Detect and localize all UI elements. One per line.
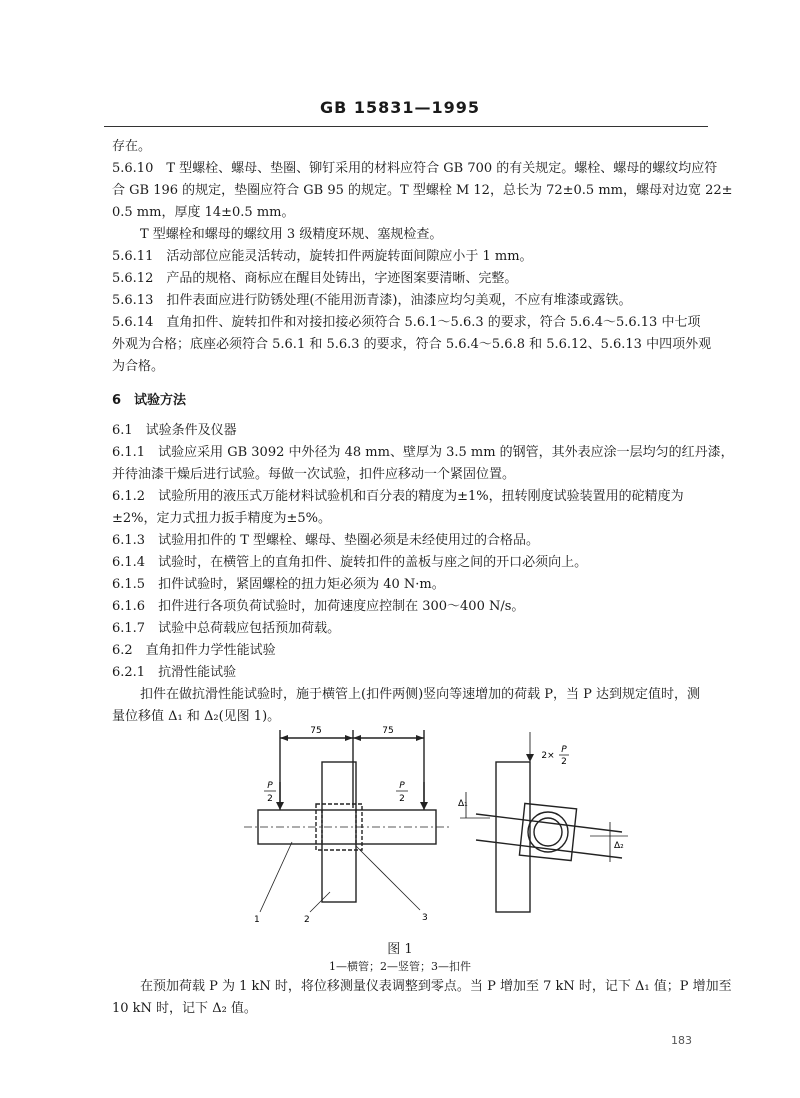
text-line: 6.1.5 扣件试验时，紧固螺栓的扭力矩必须为 40 N·m。 [112, 577, 445, 592]
text-line: 6.1.1 试验应采用 GB 3092 中外径为 48 mm、壁厚为 3.5 mm 的钢管，其外表应涂一层均匀的红丹漆， [112, 445, 734, 460]
part-label-1: 1 [254, 915, 260, 925]
text-line: 5.6.13 扣件表面应进行防锈处理(不能用沥青漆)，油漆应均匀美观，不应有堆漆或露铁。 [112, 293, 632, 308]
text-line: 合 GB 196 的规定，垫圈应符合 GB 95 的规定。T 型螺栓 M 12，总长为 72±0.5 mm，螺母对边宽 22± [112, 183, 733, 198]
text-line: T 型螺栓和螺母的螺纹用 3 级精度环规、塞规检查。 [140, 227, 443, 242]
text-line: 6.1.3 试验用扣件的 T 型螺栓、螺母、垫圈必须是未经使用过的合格品。 [112, 533, 540, 548]
delta-2-label: Δ₂ [614, 841, 624, 851]
figure-drawing [230, 722, 650, 934]
page-header: GB 15831—1995 [319, 98, 481, 117]
text-line: 6.1.6 扣件进行各项负荷试验时，加荷速度应控制在 300～400 N/s。 [112, 599, 525, 614]
load-label-right-den: 2 [399, 794, 405, 804]
subsection-heading: 6.2 直角扣件力学性能试验 [112, 643, 276, 658]
page-number: 183 [671, 1034, 692, 1047]
figure-caption: 图 1 [387, 942, 413, 957]
body-text [112, 136, 734, 728]
load-label-double-num: P [561, 745, 567, 755]
load-label-right-num: P [399, 781, 405, 791]
load-label-left-den: 2 [267, 794, 273, 804]
part-label-2: 2 [304, 915, 310, 925]
text-line: ±2%，定力式扭力扳手精度为±5%。 [112, 511, 332, 526]
text-line: 5.6.10 T 型螺栓、螺母、垫圈、铆钉采用的材料应符合 GB 700 的有关规定。螺栓、螺母的螺纹均应符 [112, 161, 718, 176]
text-line: 5.6.12 产品的规格、商标应在醒目处铸出，字迹图案要清晰、完整。 [112, 271, 518, 286]
text-line: 为合格。 [112, 359, 165, 374]
figure-1 [230, 722, 650, 934]
section-heading: 6 试验方法 [112, 393, 187, 408]
text-line: 0.5 mm，厚度 14±0.5 mm。 [112, 205, 295, 220]
text-line: 6.2.1 抗滑性能试验 [112, 665, 237, 680]
text-line: 外观为合格；底座必须符合 5.6.1 和 5.6.3 的要求，符合 5.6.4～5.6.8 和 5.6.12、5.6.13 中四项外观 [112, 337, 712, 352]
text-line: 10 kN 时，记下 Δ₂ 值。 [112, 1001, 257, 1016]
text-line: 量位移值 Δ₁ 和 Δ₂(见图 1)。 [112, 709, 281, 724]
load-label-left-num: P [267, 781, 273, 791]
header-rule [104, 126, 708, 127]
figure-legend: 1—横管；2—竖管；3—扣件 [329, 960, 471, 973]
text-line: 6.1.4 试验时，在横管上的直角扣件、旋转扣件的盖板与座之间的开口必须向上。 [112, 555, 588, 570]
dimension-label-right: 75 [382, 726, 394, 736]
text-line: 存在。 [112, 139, 152, 154]
text-line: 扣件在做抗滑性能试验时，施于横管上(扣件两侧)竖向等速增加的荷载 P，当 P 达到规定值时，测 [140, 687, 701, 702]
text-line: 5.6.14 直角扣件、旋转扣件和对接扣接必须符合 5.6.1～5.6.3 的要求，符合 5.6.4～5.6.13 中七项 [112, 315, 701, 330]
load-label-double: 2× [541, 751, 555, 761]
text-line: 6.1 试验条件及仪器 [112, 423, 237, 438]
body-text-after [112, 976, 732, 1020]
part-label-3: 3 [422, 913, 428, 923]
text-line: 6.1.7 试验中总荷载应包括预加荷载。 [112, 621, 341, 636]
text-line: 5.6.11 活动部位应能灵活转动，旋转扣件两旋转面间隙应小于 1 mm。 [112, 249, 533, 264]
text-line: 在预加荷载 P 为 1 kN 时，将位移测量仪表调整到零点。当 P 增加至 7 kN 时，记下 Δ₁ 值；P 增加至 [140, 979, 732, 994]
dimension-label-left: 75 [310, 726, 322, 736]
load-label-double-den: 2 [561, 757, 567, 767]
text-line: 并待油漆干燥后进行试验。每做一次试验，扣件应移动一个紧固位置。 [112, 467, 516, 482]
delta-1-label: Δ₁ [458, 799, 468, 809]
text-line: 6.1.2 试验所用的液压式万能材料试验机和百分表的精度为±1%，扭转刚度试验装置用的砣精度为 [112, 489, 684, 504]
